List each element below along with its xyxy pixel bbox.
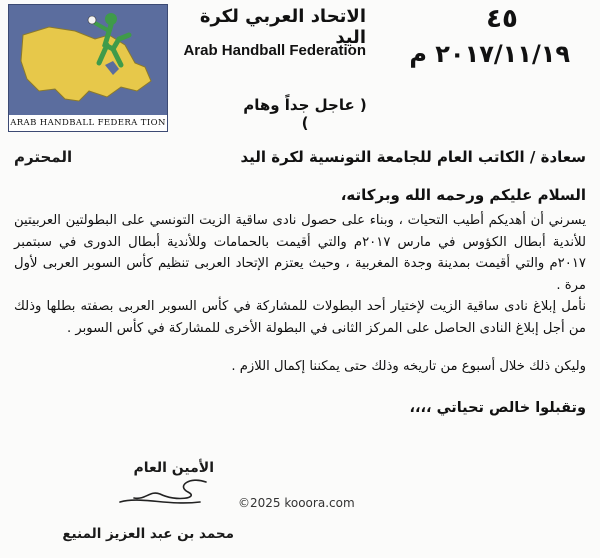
federation-name-english: Arab Handball Federation: [183, 42, 366, 59]
honorific: المحترم: [14, 148, 73, 166]
greeting: السلام عليكم ورحمه الله وبركاته،: [340, 186, 586, 204]
arab-map-handball-icon: [9, 5, 167, 115]
reference-number: ٤٥: [486, 4, 518, 34]
letter-date: ٢٠١٧/١١/١٩ م: [409, 40, 570, 68]
paragraph-1: يسرني أن أهديكم أطيب التحيات ، وبناء على حصول نادى ساقية الزيت التونسي على البطولتين العربيتين للأندية أبطال الكؤوس في مارس ٢٠١٧م والتي أقيمت بالحمامات وللأندية أبطال الدورى في سبتمبر ٢٠١٧م والتي أقيمت بمدينة وجدة المغربية ، وحيث يعتزم الإتحاد العربى تنظيم كأس السوبر العربى لأول مرة .: [14, 213, 586, 293]
paragraph-3: وليكن ذلك خلال أسبوع من تاريخه وذلك حتى يمكننا إكمال اللازم .: [231, 359, 586, 374]
logo-caption: ARAB HANDBALL FEDERA TION: [9, 115, 167, 131]
addressee-line: سعادة / الكاتب العام للجامعة التونسية لكرة اليد: [240, 148, 586, 166]
federation-logo: [8, 4, 168, 132]
handwritten-signature: [80, 472, 220, 512]
closing-line: وتقبلوا خالص تحياتي ،،،،: [409, 400, 586, 416]
signatory-name: محمد بن عبد العزيز المنيع: [62, 526, 234, 542]
federation-name-arabic: الاتحاد العربي لكرة اليد: [199, 6, 366, 48]
signatory-title: الأمين العام: [133, 460, 214, 476]
paragraph-2: نأمل إبلاغ نادى ساقية الزيت لإختيار أحد البطولات للمشاركة في كأس السوبر العربى بصفته بطلها وذلك من أجل إبلاغ النادى الحاصل على المركز الثانى في البطولة الأخرى للمشاركة في كأس السوبر .: [14, 299, 586, 336]
watermark: ©2025 kooora.com: [238, 496, 355, 510]
urgency-notice: ( عاجل جداً وهام ): [243, 96, 367, 132]
